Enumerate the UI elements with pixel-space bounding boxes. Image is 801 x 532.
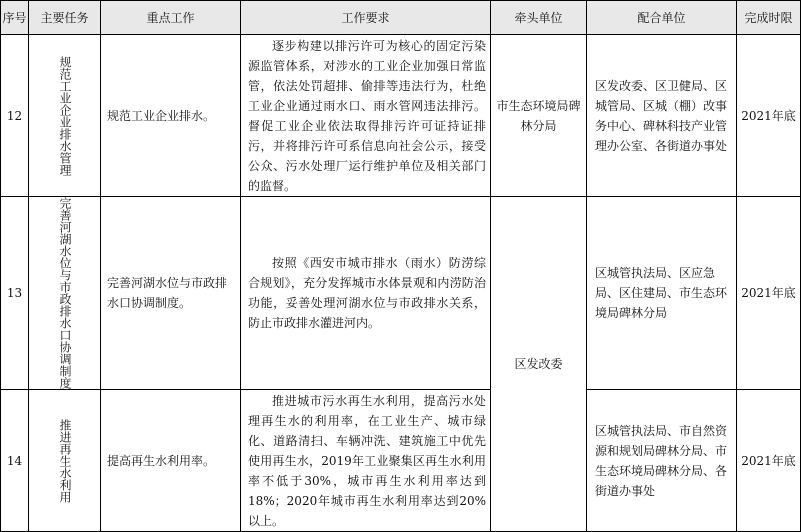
row-focus: 规范工业企业排水。	[101, 35, 241, 197]
table-row	[1, 35, 801, 197]
row-coop: 区城管执法局、区应急局、区住建局、市生态环境局碑林分局	[587, 197, 737, 390]
row-focus: 提高再生水利用率。	[101, 390, 241, 532]
row-deadline: 2021年底	[737, 390, 801, 532]
header-task: 主要任务	[29, 1, 101, 35]
row-requirement: 按照《西安市城市排水（雨水）防涝综合规划》，充分发挥城市水体景观和内涝防治功能，妥善处理河湖水位与市政排水关系，防止市政排水灌进河内。	[248, 256, 486, 330]
header-focus: 重点工作	[101, 1, 241, 35]
header-requirement: 工作要求	[241, 1, 491, 35]
row-task: 推进再生水利用	[58, 418, 72, 503]
row-coop: 区城管执法局、市自然资源和规划局碑林分局、市生态环境局碑林分局、各街道办事处	[587, 390, 737, 532]
row-requirement-cell	[241, 197, 491, 390]
row-index: 12	[1, 35, 29, 197]
header-row	[1, 1, 801, 35]
row-task: 完善河湖水位与市政排水口协调制度	[58, 197, 72, 389]
row-requirement-cell	[241, 35, 491, 197]
header-index: 序号	[1, 1, 29, 35]
row-task-cell	[29, 35, 101, 197]
table-row	[1, 390, 801, 532]
row-lead: 区发改委	[491, 197, 587, 532]
row-coop: 区发改委、区卫健局、区城管局、区城（棚）改事务中心、碑林科技产业管理办公室、各街道办事处	[587, 35, 737, 197]
row-lead: 市生态环境局碑林分局	[491, 35, 587, 197]
row-task-cell	[29, 197, 101, 390]
row-index: 13	[1, 197, 29, 390]
row-focus: 完善河湖水位与市政排水口协调制度。	[101, 197, 241, 390]
header-coop: 配合单位	[587, 1, 737, 35]
row-deadline: 2021年底	[737, 35, 801, 197]
row-task-cell	[29, 390, 101, 532]
row-index: 14	[1, 390, 29, 532]
row-requirement-cell	[241, 390, 491, 532]
table-row	[1, 197, 801, 390]
row-deadline: 2021年底	[737, 197, 801, 390]
row-requirement: 推进城市污水再生水利用，提高污水处理再生水的利用率，在工业生产、城市绿化、道路清扫、车辆冲洗、建筑施工中优先使用再生水，2019年工业聚集区再生水利用率不低于30%，城市再生水利用率达到18%；2020年城市再生水利用率达到20%以上。	[248, 393, 486, 528]
row-requirement: 逐步构建以排污许可为核心的固定污染源监管体系，对涉水的工业企业加强日常监管，依法处罚超排、偷排等违法行为，杜绝工业企业通过雨水口、雨水管网违法排污。督促工业企业依法取得排污许可证持证排污，并将排污许可系信息向社会公示，接受公众、污水处理厂运行维护单位及相关部门的监督。	[248, 38, 486, 193]
header-deadline: 完成时限	[737, 1, 801, 35]
row-task: 规范工业企业排水管理	[58, 55, 72, 176]
header-lead: 牵头单位	[491, 1, 587, 35]
